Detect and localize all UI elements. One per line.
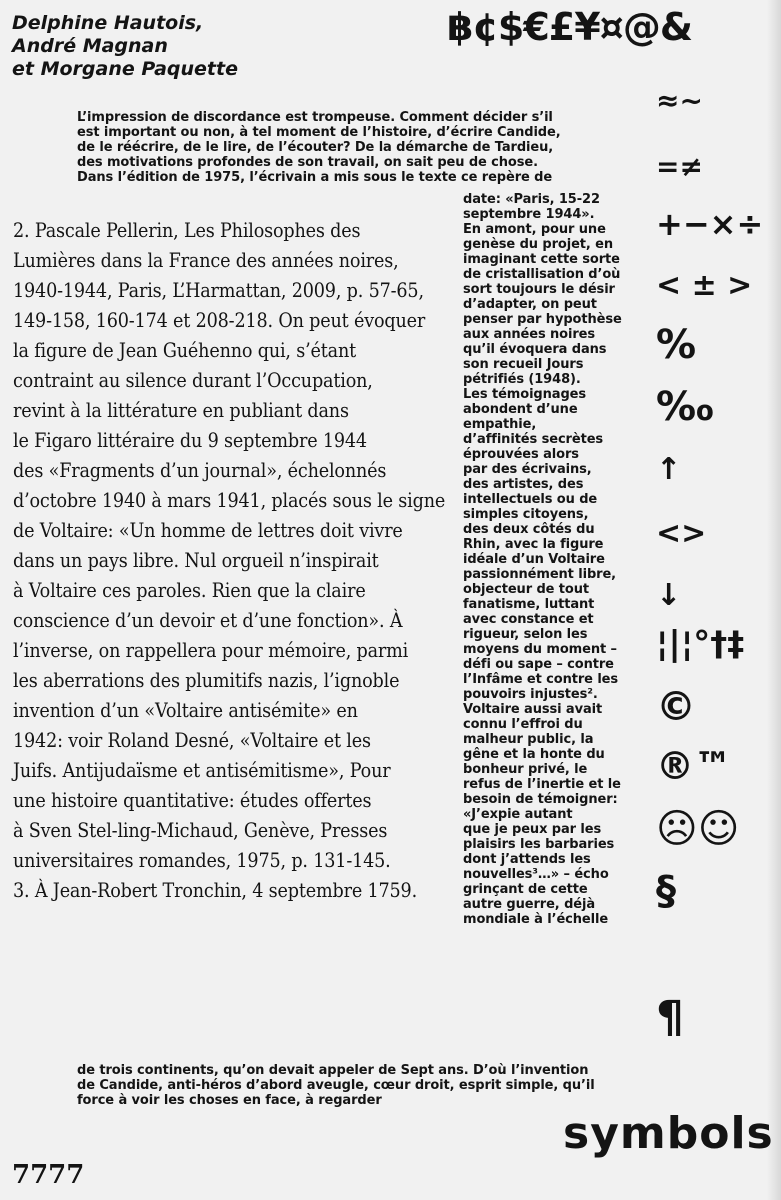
text-line: L’impression de discordance est trompeuse. Comment décider s’il (77, 110, 553, 125)
footnote-line: conscience d’un devoir et d’une fonction». À (13, 608, 403, 632)
text-line: nouvelles³…» – écho (463, 867, 609, 882)
footnote-line: à Voltaire ces paroles. Rien que la claire (13, 578, 366, 602)
text-line: d’adapter, on peut (463, 297, 597, 312)
pilcrow-symbol: ¶ (656, 992, 684, 1043)
narrow-column (463, 192, 643, 927)
author-line: et Morgane Paquette (12, 58, 238, 80)
arithmetic-symbols: +−×÷ (656, 205, 764, 243)
text-line: est important ou non, à tel moment de l’histoire, d’écrire Candide, (77, 125, 561, 140)
footnote-line: dans un pays libre. Nul orgueil n’inspirait (13, 548, 379, 572)
text-line: d’affinités secrètes (463, 432, 604, 447)
text-line: l’Infâme et contre les (463, 672, 619, 687)
text-line: grinçant de cette (463, 882, 588, 897)
comparison-symbols: < ± > (656, 268, 753, 303)
footnote-line: Juifs. Antijudaïsme et antisémitisme», Pour (13, 758, 391, 782)
footnote-line: d’octobre 1940 à mars 1941, placés sous le signe (13, 488, 446, 512)
text-line: des motivations profondes de son travail, on sait peu de chose. (77, 155, 538, 170)
footnote-line: 149-158, 160-174 et 208-218. On peut évoquer (13, 308, 426, 332)
text-line: refus de l’inertie et le (463, 777, 621, 792)
text-line: genèse du projet, en (463, 237, 614, 252)
section-symbol: § (656, 868, 676, 914)
text-line: de le réécrire, de le lire, de l’écouter? De la démarche de Tardieu, (77, 140, 554, 155)
text-line: de Candide, anti-héros d’abord aveugle, cœur droit, esprit simple, qu’il (77, 1078, 595, 1093)
text-line: par des écrivains, (463, 462, 592, 477)
text-line: force à voir les choses en face, à regarder (77, 1093, 382, 1108)
text-line: mondiale à l’échelle (463, 912, 609, 927)
text-line: besoin de témoigner: (463, 792, 618, 807)
smiley-icons: ☹☺ (656, 806, 740, 852)
footnote-line: des «Fragments d’un journal», échelonnés (13, 458, 387, 482)
text-line: dont j’attends les (463, 852, 591, 867)
footnote-line: contraint au silence durant l’Occupation, (13, 368, 373, 392)
page-edge-shadow (767, 0, 781, 1200)
text-line: date: «Paris, 15-22 (463, 192, 600, 207)
percent-symbol: % (656, 322, 697, 368)
text-line: imaginant cette sorte (463, 252, 620, 267)
footnotes-block (13, 215, 446, 905)
approx-tilde-symbols: ≈~ (656, 84, 703, 117)
copyright-symbol: © (656, 684, 696, 730)
authors-block (12, 12, 312, 81)
bar-dagger-symbols: ¦|¦°†‡ (656, 624, 745, 664)
text-line: pétrifiés (1948). (463, 372, 581, 387)
up-arrow-icon: ↑ (656, 452, 682, 487)
text-line: des artistes, des (463, 477, 584, 492)
text-line: pouvoirs injustes². (463, 687, 598, 702)
footnote-line: la figure de Jean Guéhenno qui, s’étant (13, 338, 357, 362)
text-line: éprouvées alors (463, 447, 579, 462)
text-line: septembre 1944». (463, 207, 595, 222)
text-line: autre guerre, déjà (463, 897, 596, 912)
text-line: empathie, (463, 417, 537, 432)
text-line: Les témoignages (463, 387, 587, 402)
text-line: abondent d’une (463, 402, 578, 417)
text-line: passionnément libre, (463, 567, 617, 582)
text-line: Voltaire aussi avait (463, 702, 603, 717)
text-line: défi ou sape – contre (463, 657, 614, 672)
footnote-line: universitaires romandes, 1975, p. 131-145. (13, 848, 391, 872)
text-line: moyens du moment – (463, 642, 617, 657)
footnote-line: 1940-1944, Paris, L’Harmattan, 2009, p. 57-65, (13, 278, 424, 302)
text-line: plaisirs les barbaries (463, 837, 615, 852)
text-line: bonheur privé, le (463, 762, 588, 777)
text-line: de trois continents, qu’on devait appeler de Sept ans. D’où l’invention (77, 1063, 589, 1078)
footnote-line: une histoire quantitative: études offertes (13, 788, 372, 812)
footnote-line: l’inverse, on rappellera pour mémoire, parmi (13, 638, 409, 662)
text-line: «J’expie autant (463, 807, 573, 822)
text-line: de cristallisation d’où (463, 267, 621, 282)
text-line: gêne et la honte du (463, 747, 605, 762)
text-line: connu l’effroi du (463, 717, 583, 732)
text-line: idéale d’un Voltaire (463, 552, 605, 567)
text-line: que je peux par les (463, 822, 602, 837)
text-line: des deux côtés du (463, 522, 595, 537)
footnote-line: invention d’un «Voltaire antisémite» en (13, 698, 358, 722)
text-line: simples citoyens, (463, 507, 589, 522)
down-arrow-icon: ↓ (656, 578, 682, 613)
footnote-line: 2. Pascale Pellerin, Les Philosophes des (13, 218, 361, 242)
symbols-label: symbols (563, 1108, 774, 1159)
left-right-arrows-icon: <> (656, 516, 707, 551)
text-line: objecteur de tout (463, 582, 590, 597)
footnote-line: les aberrations des plumitifs nazis, l’ignoble (13, 668, 400, 692)
text-line: fanatisme, luttant (463, 597, 595, 612)
text-line: son recueil Jours (463, 357, 584, 372)
text-line: Rhin, avec la figure (463, 537, 604, 552)
text-line: En amont, pour une (463, 222, 606, 237)
text-line: rigueur, selon les (463, 627, 588, 642)
footnote-line: Lumières dans la France des années noires, (13, 248, 399, 272)
footnote-line: le Figaro littéraire du 9 septembre 1944 (13, 428, 367, 452)
registered-trademark-symbols: ®™ (656, 744, 732, 788)
closing-paragraph (77, 1063, 677, 1108)
text-line: sort toujours le désir (463, 282, 615, 297)
author-line: Delphine Hautois, (12, 12, 204, 34)
text-line: intellectuels ou de (463, 492, 598, 507)
text-line: qu’il évoquera dans (463, 342, 607, 357)
footnote-line: revint à la littérature en publiant dans (13, 398, 349, 422)
footnote-line: 3. À Jean-Robert Tronchin, 4 septembre 1759. (13, 878, 418, 902)
intro-paragraph (77, 110, 637, 185)
text-line: malheur public, la (463, 732, 594, 747)
page-number: 7777 (12, 1160, 85, 1190)
author-line: André Magnan (12, 35, 168, 57)
equal-notequal-symbols: =≠ (656, 150, 703, 183)
per-mille-symbol: ‰ (656, 384, 714, 430)
footnote-line: à Sven Stel-ling-Michaud, Genève, Presses (13, 818, 388, 842)
text-line: avec constance et (463, 612, 594, 627)
currency-symbols-row: ฿¢$€£¥¤@& (447, 5, 692, 49)
footnote-line: 1942: voir Roland Desné, «Voltaire et les (13, 728, 371, 752)
text-line: Dans l’édition de 1975, l’écrivain a mis sous le texte ce repère de (77, 170, 553, 185)
text-line: aux années noires (463, 327, 596, 342)
footnote-line: de Voltaire: «Un homme de lettres doit vivre (13, 518, 403, 542)
text-line: penser par hypothèse (463, 312, 622, 327)
